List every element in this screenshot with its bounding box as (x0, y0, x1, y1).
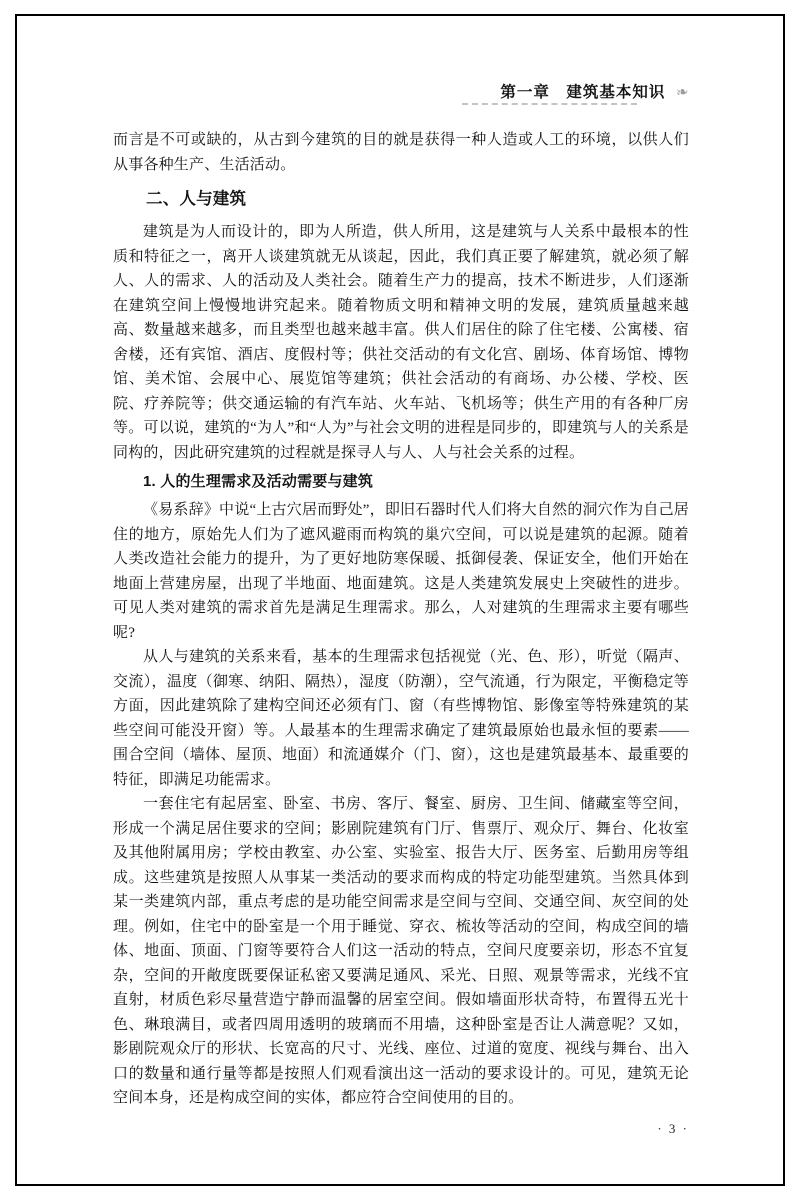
page-number: · 3 · (657, 1120, 689, 1136)
page-content (113, 128, 689, 1111)
section-heading: 二、人与建筑 (146, 190, 247, 208)
page-border-frame (15, 14, 785, 1186)
paragraph: 建筑是为人而设计的，即为人所造，供人所用，这是建筑与人关系中最根本的性质和特征之一，离开人谈建筑就无从谈起，因此，我们真正要了解建筑，就必须了解人、人的需求、人的活动及人类社会。随着生产力的提高，技术不断进步，人们逐渐在建筑空间上慢慢地讲究起来。随着物质文明和精神文明的发展，建筑质量越来越高、数量越来越多，而且类型也越来越丰富。供人们居住的除了住宅楼、公寓楼、宿舍楼，还有宾馆、酒店、度假村等；供社交活动的有文化宫、剧场、体育场馆、博物馆、美术馆、会展中心、展览馆等建筑；供社会活动的有商场、办公楼、学校、医院、疗养院等；供交通运输的有汽车站、火车站、飞机场等；供生产用的有各种厂房等。可以说，建筑的“为人”和“人为”与社会文明的进程是同步的，即建筑与人的关系是同构的，因此研究建筑的过程就是探寻人与人、人与社会关系的过程。 (113, 224, 689, 461)
paragraph-continued: 而言是不可或缺的，从古到今建筑的目的就是获得一种人造或人工的环境，以供人们从事各种生产、生活活动。 (113, 132, 689, 173)
chapter-ornament-icon: ❧ (675, 84, 691, 102)
paragraph: 《易系辞》中说“上古穴居而野处”，即旧石器时代人们将大自然的洞穴作为自己居住的地方，原始先人们为了遮风避雨而构筑的巢穴空间，可以说是建筑的起源。随着人类改造社会能力的提升，为了更好地防寒保暖、抵御侵袭、保证安全，他们开始在地面上营建房屋，出现了半地面、地面建筑。这是人类建筑发展史上突破性的进步。可见人类对建筑的需求首先是满足生理需求。那么，人对建筑的生理需求主要有哪些呢? (113, 502, 689, 641)
subsection-heading: 1. 人的生理需求及活动需要与建筑 (143, 473, 374, 490)
chapter-title: 第一章 建筑基本知识 (500, 84, 666, 101)
chapter-header (113, 80, 689, 100)
paragraph: 一套住宅有起居室、卧室、书房、客厅、餐室、厨房、卫生间、储藏室等空间，形成一个满足居住要求的空间；影剧院建筑有门厅、售票厅、观众厅、舞台、化妆室及其他附属用房；学校由教室、办公室、实验室、报告大厅、医务室、后勤用房等组成。这些建筑是按照人从事某一类活动的要求而构成的特定功能型建筑。当然具体到某一类建筑内部，重点考虑的是功能空间需求是空间与空间、交通空间、灰空间的处理。例如，住宅中的卧室是一个用于睡觉、穿衣、梳妆等活动的空间，构成空间的墙体、地面、顶面、门窗等要符合人们这一活动的特点，空间尺度要亲切，形态不宜复杂，空间的开敞度既要保证私密又要满足通风、采光、日照、观景等需求，光线不宜直射，材质色彩尽量营造宁静而温馨的居室空间。假如墙面形状奇特，布置得五光十色、琳琅满目，或者四周用透明的玻璃而不用墙，这种卧室是否让人满意呢？又如，影剧院观众厅的形状、长宽高的尺寸、光线、座位、过道的宽度、视线与舞台、出入口的数量和通行量等都是按照人们观看演出这一活动的要求设计的。可见，建筑无论空间本身，还是构成空间的实体，都应符合空间使用的目的。 (113, 796, 689, 1106)
paragraph: 从人与建筑的关系来看，基本的生理需求包括视觉（光、色、形），听觉（隔声、交流），温度（御寒、纳阳、隔热），湿度（防潮），空气流通，行为限定，平衡稳定等方面，因此建筑除了建构空间还必须有门、窗（有些博物馆、影像室等特殊建筑的某些空间可能没开窗）等。人最基本的生理需求确定了建筑最原始也最永恒的要素——围合空间（墙体、屋顶、地面）和流通媒介（门、窗），这也是建筑最基本、最重要的特征，即满足功能需求。 (113, 649, 689, 788)
page-footer (113, 1121, 689, 1137)
header-dashed-line (462, 103, 637, 105)
